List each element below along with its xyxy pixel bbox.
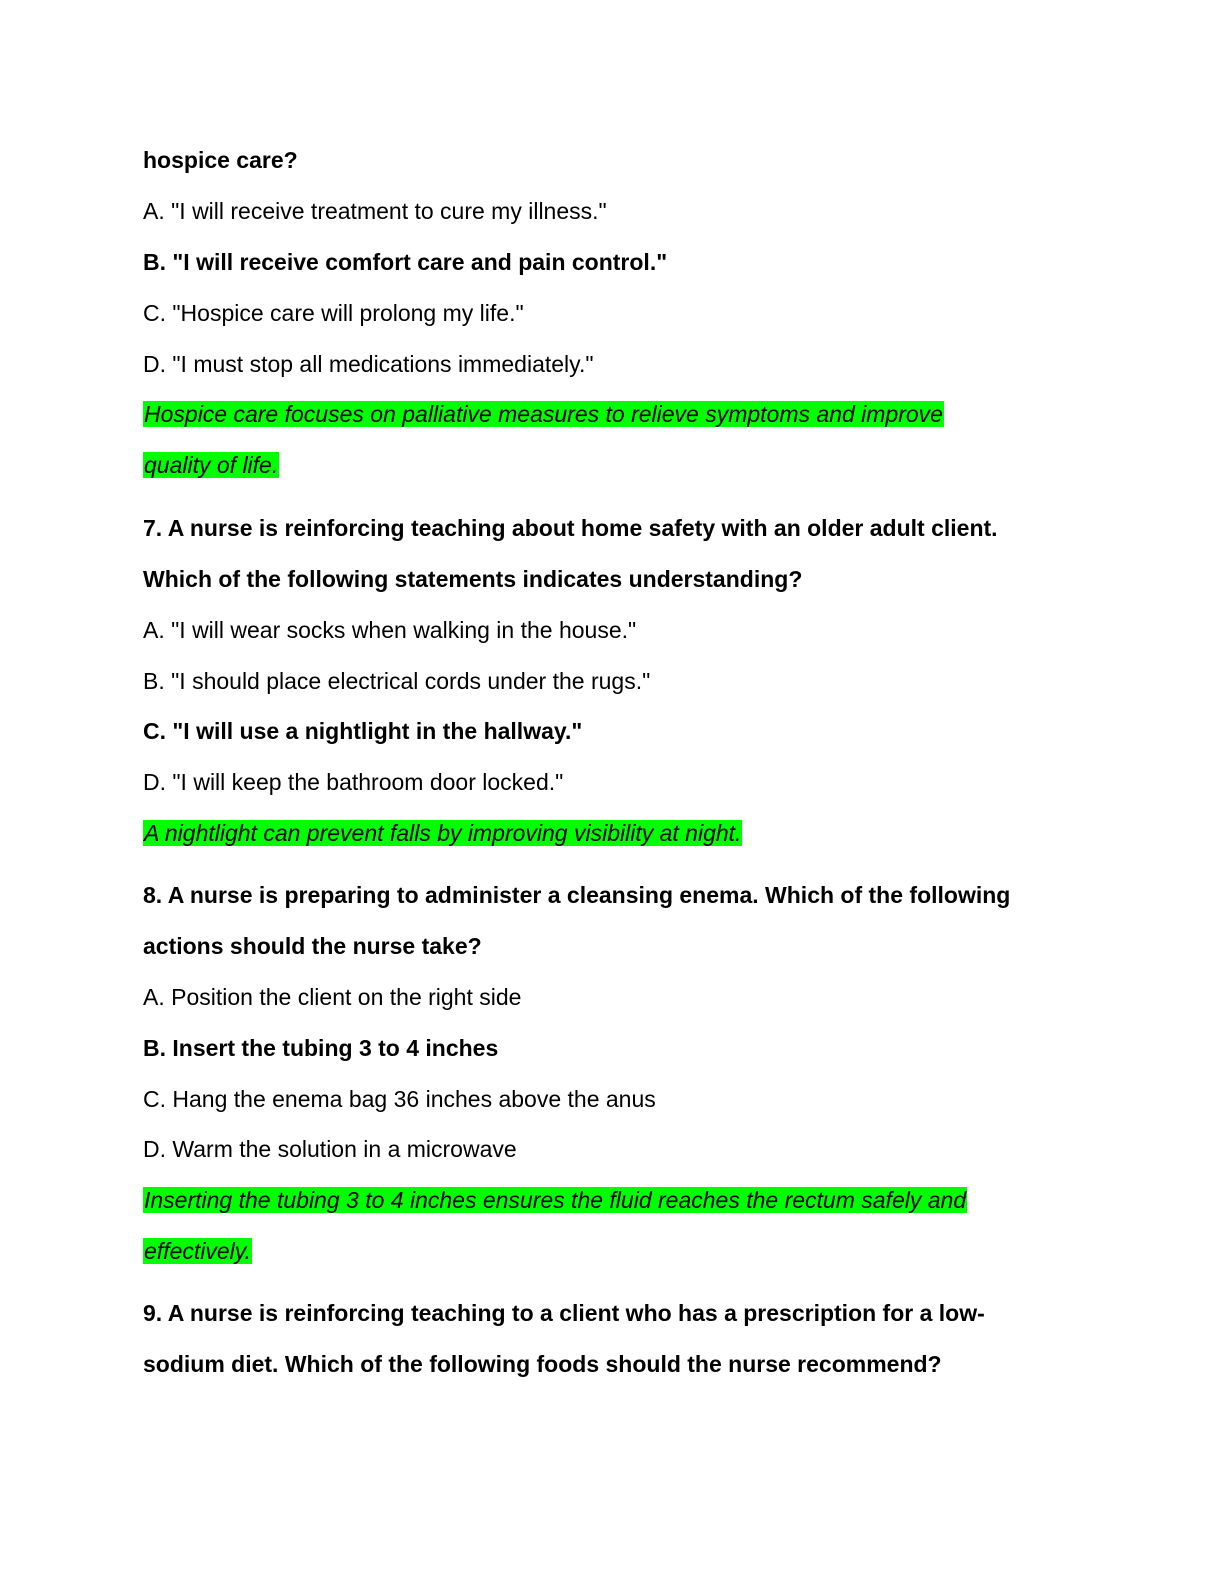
answer-option: C. Hang the enema bag 36 inches above the anus [143,1086,656,1112]
answer-option: C. "Hospice care will prolong my life." [143,300,524,326]
correct-answer-option: B. Insert the tubing 3 to 4 inches [143,1035,499,1061]
answer-option: B. "I should place electrical cords under the rugs." [143,668,651,694]
question-stem: sodium diet. Which of the following foods should the nurse recommend? [143,1351,942,1377]
question-stem: 8. A nurse is preparing to administer a cleansing enema. Which of the following [143,882,1011,908]
question-stem: hospice care? [143,147,298,173]
question-stem: 9. A nurse is reinforcing teaching to a client who has a prescription for a low- [143,1300,985,1326]
correct-answer-option: C. "I will use a nightlight in the hallway." [143,718,583,744]
question-stem: 7. A nurse is reinforcing teaching about home safety with an older adult client. [143,515,998,541]
rationale-highlight: Hospice care focuses on palliative measures to relieve symptoms and improve [144,401,943,427]
answer-option: A. "I will receive treatment to cure my illness." [143,198,607,224]
answer-option: D. "I must stop all medications immediately." [143,351,594,377]
answer-option: A. Position the client on the right side [143,984,522,1010]
rationale-highlight: Inserting the tubing 3 to 4 inches ensures the fluid reaches the rectum safely and [144,1187,967,1213]
rationale-highlight: quality of life. [144,452,279,478]
document-page [143,0,1083,1584]
question-stem: actions should the nurse take? [143,933,482,959]
answer-option: D. "I will keep the bathroom door locked." [143,769,564,795]
rationale-highlight: effectively. [144,1238,251,1264]
answer-option: A. "I will wear socks when walking in the house." [143,617,637,643]
rationale-highlight: A nightlight can prevent falls by improving visibility at night. [144,820,742,846]
question-stem: Which of the following statements indicates understanding? [143,566,803,592]
correct-answer-option: B. "I will receive comfort care and pain control." [143,249,668,275]
answer-option: D. Warm the solution in a microwave [143,1136,517,1162]
